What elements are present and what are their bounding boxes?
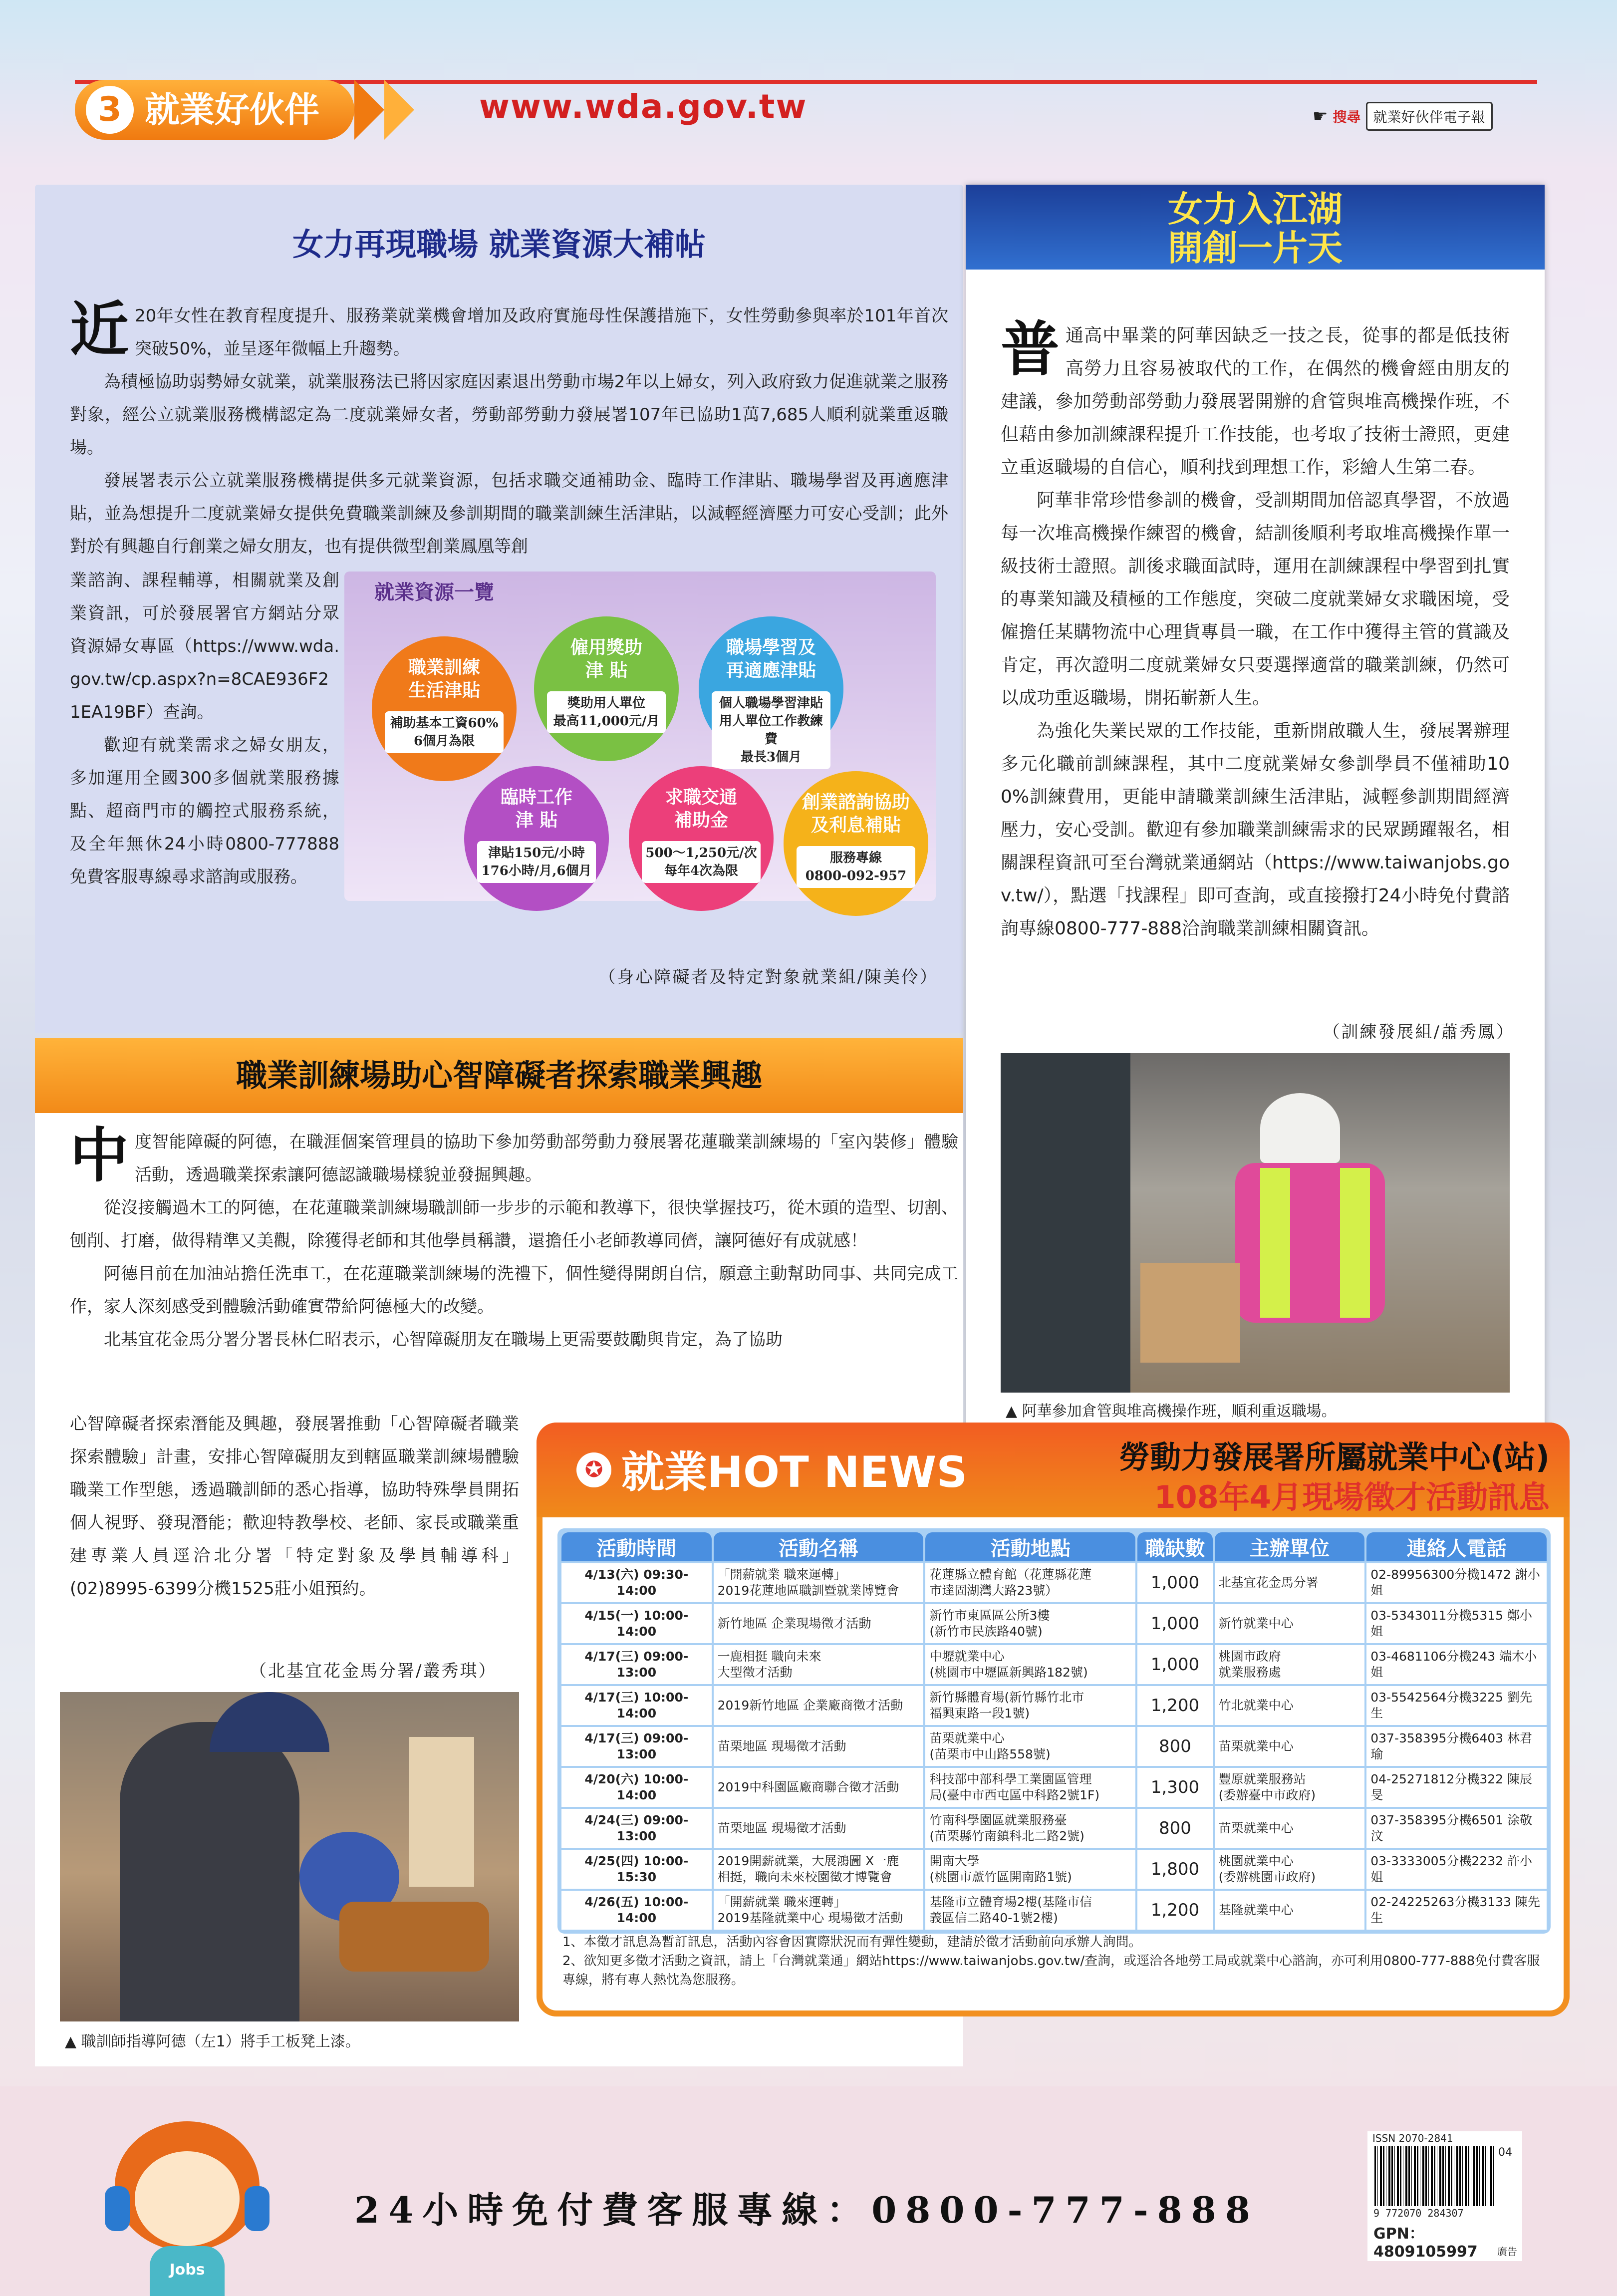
paragraph: 發展署表示公立就業服務機構提供多元就業資源，包括求職交通補助金、臨時工作津貼、職場學習及再適應津貼，並為想提升二度就業婦女提供免費職業訓練及參訓期間的職業訓練生活津貼，以減輕經濟壓力可安心受訓；此外對於有興趣自行創業之婦女朋友，也有提供微型創業鳳凰等創 bbox=[70, 471, 948, 557]
table-row bbox=[561, 1809, 1547, 1848]
forklift-photo bbox=[1001, 1053, 1510, 1393]
publication-name: 就業好伙伴 bbox=[145, 89, 319, 130]
table-cell: 1,200 bbox=[1137, 1891, 1212, 1930]
publication-logo[interactable] bbox=[75, 75, 394, 150]
table-cell: 一鹿相挺 職向未來 大型徵才活動 bbox=[714, 1645, 924, 1684]
table-cell: 4/17(三) 09:00-13:00 bbox=[561, 1645, 712, 1684]
resource-title: 職場學習及 再適應津貼 bbox=[726, 637, 816, 681]
table-cell: 4/25(四) 10:00-15:30 bbox=[561, 1850, 712, 1889]
chevron-icon bbox=[384, 80, 414, 140]
table-row bbox=[561, 1891, 1547, 1930]
table-cell: 1,000 bbox=[1137, 1645, 1212, 1684]
article-title: 職業訓練場助心智障礙者探索職業興趣 bbox=[236, 1057, 762, 1094]
table-cell: 「開薪就業 職來運轉」 2019基隆就業中心 現場徵才活動 bbox=[714, 1891, 924, 1930]
resource-title: 創業諮詢協助 及利息補貼 bbox=[802, 792, 910, 836]
chevron-icon bbox=[354, 80, 384, 140]
resource-detail: 500～1,250元/次 每年4次為限 bbox=[642, 841, 761, 883]
table-cell: 苗栗就業中心 bbox=[1215, 1727, 1365, 1766]
woodworking-photo bbox=[60, 1692, 519, 2021]
table-cell: 苗栗地區 現場徵才活動 bbox=[714, 1809, 924, 1848]
table-cell: 2019中科園區廠商聯合徵才活動 bbox=[714, 1768, 924, 1807]
table-cell: 4/15(一) 10:00-14:00 bbox=[561, 1604, 712, 1643]
table-cell: 豐原就業服務站 (委辦臺中市政府) bbox=[1215, 1768, 1365, 1807]
table-cell: 苗栗地區 現場徵才活動 bbox=[714, 1727, 924, 1766]
hot-news-brand: HOT NEWS bbox=[707, 1447, 968, 1497]
resources-overview bbox=[344, 572, 936, 901]
photo-caption: ▲ 阿華參加倉管與堆高機操作班，順利重返職場。 bbox=[1006, 1403, 1337, 1420]
note: 1、本徵才訊息為暫訂訊息，活動內容會因實際狀況而有彈性變動，建請於徵才活動前向承辦人詢問。 bbox=[562, 1935, 1142, 1950]
events-table bbox=[559, 1530, 1549, 1932]
table-cell: 800 bbox=[1137, 1727, 1212, 1766]
signature: （身心障礙者及特定對象就業組/陳美伶） bbox=[598, 967, 938, 987]
resource-title: 臨時工作 津 貼 bbox=[500, 787, 572, 831]
resource-bubble bbox=[372, 636, 517, 781]
article-title: 女力入江湖 開創一片天 bbox=[1168, 189, 1343, 269]
resource-detail: 獎助用人單位 最高11,000元/月 bbox=[547, 691, 666, 733]
table-cell: 4/17(三) 09:00-13:00 bbox=[561, 1727, 712, 1766]
table-cell: 1,000 bbox=[1137, 1604, 1212, 1643]
table-cell: 037-358395分機6403 林君瑜 bbox=[1366, 1727, 1547, 1766]
table-cell: 「開薪就業 職來運轉」 2019花蓮地區職訓暨就業博覽會 bbox=[714, 1563, 924, 1602]
resource-title: 職業訓練 生活津貼 bbox=[408, 657, 480, 701]
hot-news-subtitle: 勞動力發展署所屬就業中心(站) bbox=[1119, 1439, 1550, 1475]
briefcase-icon: ✪ bbox=[576, 1452, 611, 1487]
paragraph: 為積極協助弱勢婦女就業，就業服務法已將因家庭因素退出勞動市場2年以上婦女，列入政府致力促進就業之服務對象，經公立就業服務機構認定為二度就業婦女者，勞動部勞動力發展署107年已協助1萬7,685人順利就業重返職場。 bbox=[70, 372, 948, 458]
paragraph: 從沒接觸過木工的阿德，在花蓮職業訓練場職訓師一步步的示範和教導下，很快掌握技巧，從木頭的造型、切割、刨削、打磨，做得精準又美觀，除獲得老師和其他學員稱讚，還擔任小老師教導同儕，讓阿德好有成就感！ bbox=[70, 1198, 958, 1251]
column-header: 主辦單位 bbox=[1215, 1532, 1365, 1561]
hotline: 24小時免付費客服專線：0800-777-888 bbox=[354, 2189, 1259, 2231]
column-header: 活動時間 bbox=[561, 1532, 712, 1561]
gpn: GPN：4809105997 bbox=[1373, 2225, 1478, 2261]
table-row bbox=[561, 1604, 1547, 1643]
table-cell: 03-4681106分機243 端木小姐 bbox=[1366, 1645, 1547, 1684]
column-header: 活動名稱 bbox=[714, 1532, 924, 1561]
issue-number: 3 bbox=[86, 86, 134, 134]
table-cell: 03-5343011分機5315 鄭小姐 bbox=[1366, 1604, 1547, 1643]
column-header: 職缺數 bbox=[1137, 1532, 1212, 1561]
signature: （北基宜花金馬分署/叢秀琪） bbox=[250, 1661, 497, 1681]
paragraph: 通高中畢業的阿華因缺乏一技之長，從事的都是低技術高勞力且容易被取代的工作，在偶然的機會經由朋友的建議，參加勞動部勞動力發展署開辦的倉管與堆高機操作班，不但藉由參加訓練課程提升工作技能，也考取了技術士證照，更建立重返職場的自信心，順利找到理想工作，彩繪人生第二春。 bbox=[1001, 325, 1510, 478]
paragraph: 為強化失業民眾的工作技能，重新開啟職人生，發展署辦理多元化職前訓練課程，其中二度就業婦女參訓學員不僅補助100%訓練費用，更能申請職業訓練生活津貼，減輕參訓期間經濟壓力，安心受訓。歡迎有參加職業訓練需求的民眾踴躍報名，相關課程資訊可至台灣就業通網站（https://www.taiwanjobs.gov.tw/），點選「找課程」即可查詢，或直接撥打24小時免付費諮詢專線0800-777-888洽詢職業訓練相關資訊。 bbox=[1001, 721, 1510, 939]
resource-bubble bbox=[699, 616, 843, 765]
table-row bbox=[561, 1686, 1547, 1725]
paragraph: 度智能障礙的阿德，在職涯個案管理員的協助下參加勞動部勞動力發展署花蓮職業訓練場的「室內裝修」體驗活動，透過職業探索讓阿德認識職場樣貌並發掘興趣。 bbox=[135, 1132, 958, 1185]
resource-detail: 個人職場學習津貼 用人單位工作教練費 最長3個月 bbox=[712, 691, 830, 769]
resource-detail: 津貼150元/小時 176小時/月,6個月 bbox=[477, 841, 596, 883]
table-cell: 1,000 bbox=[1137, 1563, 1212, 1602]
note: 2、欲知更多徵才活動之資訊，請上「台灣就業通」網站https://www.taiwanjobs.gov.tw/查詢，或逕洽各地勞工局或就業中心諮詢，亦可利用0800-777-888免付費客服專線，將有專人熱忱為您服務。 bbox=[562, 1954, 1540, 1988]
table-cell: 竹南科學園區就業服務臺 (苗栗縣竹南鎮科北二路2號) bbox=[925, 1809, 1135, 1848]
article-title-banner bbox=[35, 1038, 963, 1113]
resource-bubble bbox=[784, 771, 928, 916]
table-row bbox=[561, 1645, 1547, 1684]
table-cell: 新竹地區 企業現場徵才活動 bbox=[714, 1604, 924, 1643]
paragraph: 阿華非常珍惜參訓的機會，受訓期間加倍認真學習，不放過每一次堆高機操作練習的機會，結訓後順利考取堆高機操作單一級技術士證照。訓後求職面試時，運用在訓練課程中學習到扎實的專業知識及積極的工作態度，突破二度就業婦女求職困境，受僱擔任某購物流中心理貨專員一職，在工作中獲得主管的賞識及肯定，再次證明二度就業婦女只要選擇適當的職業訓練，仍然可以成功重返職場，開拓嶄新人生。 bbox=[1001, 490, 1510, 708]
article-forklift bbox=[966, 185, 1545, 1433]
table-cell: 4/17(三) 10:00-14:00 bbox=[561, 1686, 712, 1725]
table-cell: 科技部中部科學工業園區管理 局(臺中市西屯區中科路2號1F) bbox=[925, 1768, 1135, 1807]
hot-news-header bbox=[537, 1423, 1570, 1517]
search-label: 搜尋 bbox=[1333, 109, 1361, 125]
table-cell: 新竹縣體育場(新竹縣竹北市 福興東路一段1號) bbox=[925, 1686, 1135, 1725]
ad-label: 廣告 bbox=[1497, 2246, 1517, 2258]
drop-cap: 中 bbox=[70, 1121, 129, 1190]
table-cell: 02-89956300分機1472 謝小姐 bbox=[1366, 1563, 1547, 1602]
column-header: 活動地點 bbox=[925, 1532, 1135, 1561]
table-cell: 北基宜花金馬分署 bbox=[1215, 1563, 1365, 1602]
mascot-label: Jobs bbox=[169, 2261, 205, 2279]
table-cell: 基隆就業中心 bbox=[1215, 1891, 1365, 1930]
table-cell: 4/26(五) 10:00-14:00 bbox=[561, 1891, 712, 1930]
table-row bbox=[561, 1727, 1547, 1766]
table-cell: 桃園市政府 就業服務處 bbox=[1215, 1645, 1365, 1684]
article-title-banner bbox=[966, 185, 1545, 270]
resource-title: 求職交通 補助金 bbox=[665, 787, 737, 831]
paragraph: 北基宜花金馬分署分署長林仁昭表示，心智障礙朋友在職場上更需要鼓勵與肯定，為了協助 bbox=[104, 1330, 783, 1350]
table-cell: 037-358395分機6501 涂敬汶 bbox=[1366, 1809, 1547, 1848]
resources-heading: 就業資源一覽 bbox=[374, 581, 494, 604]
resource-bubble bbox=[464, 766, 609, 911]
table-cell: 苗栗就業中心 bbox=[1215, 1809, 1365, 1848]
search-box[interactable]: 就業好伙伴電子報 bbox=[1366, 102, 1493, 131]
table-cell: 800 bbox=[1137, 1809, 1212, 1848]
issn: ISSN 2070-2841 bbox=[1372, 2132, 1453, 2144]
table-cell: 新竹就業中心 bbox=[1215, 1604, 1365, 1643]
resource-bubble bbox=[534, 616, 679, 761]
photo-caption: ▲ 職訓師指導阿德（左1）將手工板凳上漆。 bbox=[65, 2033, 360, 2050]
paragraph: 心智障礙者探索潛能及興趣，發展署推動「心智障礙者職業探索體驗」計畫，安排心智障礙朋友到轄區職業訓練場體驗職業工作型態，透過職訓師的悉心指導，協助特殊學員開拓個人視野、發現潛能；歡迎特教學校、老師、家長或職業重建專業人員逕洽北分署「特定對象及學員輔導科」(02)8995-6399分機1525莊小姐預約。 bbox=[70, 1414, 519, 1599]
table-cell: 4/13(六) 09:30-14:00 bbox=[561, 1563, 712, 1602]
search-widget[interactable] bbox=[1313, 99, 1493, 134]
hot-news-subtitle: 108年4月現場徵才活動訊息 bbox=[1154, 1479, 1550, 1515]
table-cell: 新竹市東區區公所3樓 (新竹市民族路40號) bbox=[925, 1604, 1135, 1643]
barcode-digits: 9 772070 284307 bbox=[1373, 2207, 1464, 2219]
table-cell: 中壢就業中心 (桃園市中壢區新興路182號) bbox=[925, 1645, 1135, 1684]
drop-cap: 近 bbox=[70, 294, 129, 364]
table-cell: 花蓮縣立體育館（花蓮縣花蓮 市達固湖灣大路23號） bbox=[925, 1563, 1135, 1602]
table-cell: 4/20(六) 10:00-14:00 bbox=[561, 1768, 712, 1807]
table-cell: 1,300 bbox=[1137, 1768, 1212, 1807]
hot-news-panel bbox=[537, 1423, 1570, 2016]
article-title: 女力再現職場 就業資源大補帖 bbox=[292, 226, 706, 263]
table-cell: 1,200 bbox=[1137, 1686, 1212, 1725]
resource-title: 僱用獎助 津 貼 bbox=[570, 637, 642, 681]
barcode-block bbox=[1367, 2131, 1522, 2261]
paragraph: 業諮詢、課程輔導，相關就業及創業資訊，可於發展署官方網站分眾資源婦女專區（https://www.wda.gov.tw/cp.aspx?n=8CAE936F21EA19BF）查詢。 bbox=[70, 571, 339, 722]
drop-cap: 普 bbox=[1001, 314, 1060, 384]
table-cell: 1,800 bbox=[1137, 1850, 1212, 1889]
table-row bbox=[561, 1768, 1547, 1807]
table-cell: 基隆市立體育場2樓(基隆市信 義區信二路40-1號2樓) bbox=[925, 1891, 1135, 1930]
table-cell: 4/24(三) 09:00-13:00 bbox=[561, 1809, 712, 1848]
resource-bubble bbox=[629, 766, 774, 911]
paragraph: 20年女性在教育程度提升、服務業就業機會增加及政府實施母性保護措施下，女性勞動參與率於101年首次突破50%，並呈逐年微幅上升趨勢。 bbox=[135, 306, 948, 359]
website-link[interactable]: www.wda.gov.tw bbox=[479, 87, 808, 126]
paragraph: 歡迎有就業需求之婦女朋友，多加運用全國300多個就業服務據點、超商門市的觸控式服務系統，及全年無休24小時0800-777888免費客服專線尋求諮詢或服務。 bbox=[70, 735, 339, 887]
hand-pointer-icon: ☛ bbox=[1313, 106, 1328, 126]
barcode bbox=[1374, 2146, 1494, 2206]
hot-news-brand: 就業 bbox=[621, 1447, 707, 1497]
column-header: 連絡人電話 bbox=[1366, 1532, 1547, 1561]
mascot bbox=[105, 2116, 270, 2296]
table-cell: 竹北就業中心 bbox=[1215, 1686, 1365, 1725]
table-cell: 桃園就業中心 (委辦桃園市政府) bbox=[1215, 1850, 1365, 1889]
signature: （訓練發展組/蕭秀鳳） bbox=[1323, 1022, 1515, 1042]
table-row bbox=[561, 1850, 1547, 1889]
resource-detail: 補助基本工資60% 6個月為限 bbox=[385, 711, 504, 753]
table-row bbox=[561, 1563, 1547, 1602]
table-cell: 03-3333005分機2232 許小姐 bbox=[1366, 1850, 1547, 1889]
table-cell: 2019開薪就業，大展鴻圖 X一鹿 相挺，職向未來校園徵才博覽會 bbox=[714, 1850, 924, 1889]
table-cell: 04-25271812分機322 陳辰旻 bbox=[1366, 1768, 1547, 1807]
table-cell: 2019新竹地區 企業廠商徵才活動 bbox=[714, 1686, 924, 1725]
table-cell: 開南大學 (桃園市蘆竹區開南路1號) bbox=[925, 1850, 1135, 1889]
table-cell: 苗栗就業中心 (苗栗市中山路558號) bbox=[925, 1727, 1135, 1766]
issue-code: 04 bbox=[1498, 2146, 1512, 2159]
table-cell: 03-5542564分機3225 劉先生 bbox=[1366, 1686, 1547, 1725]
resource-detail: 服務專線 0800-092-957 bbox=[797, 846, 915, 888]
paragraph: 阿德目前在加油站擔任洗車工，在花蓮職業訓練場的洗禮下，個性變得開朗自信，願意主動幫助同事、共同完成工作，家人深刻感受到體驗活動確實帶給阿德極大的改變。 bbox=[70, 1264, 958, 1317]
table-cell: 02-24225263分機3133 陳先生 bbox=[1366, 1891, 1547, 1930]
